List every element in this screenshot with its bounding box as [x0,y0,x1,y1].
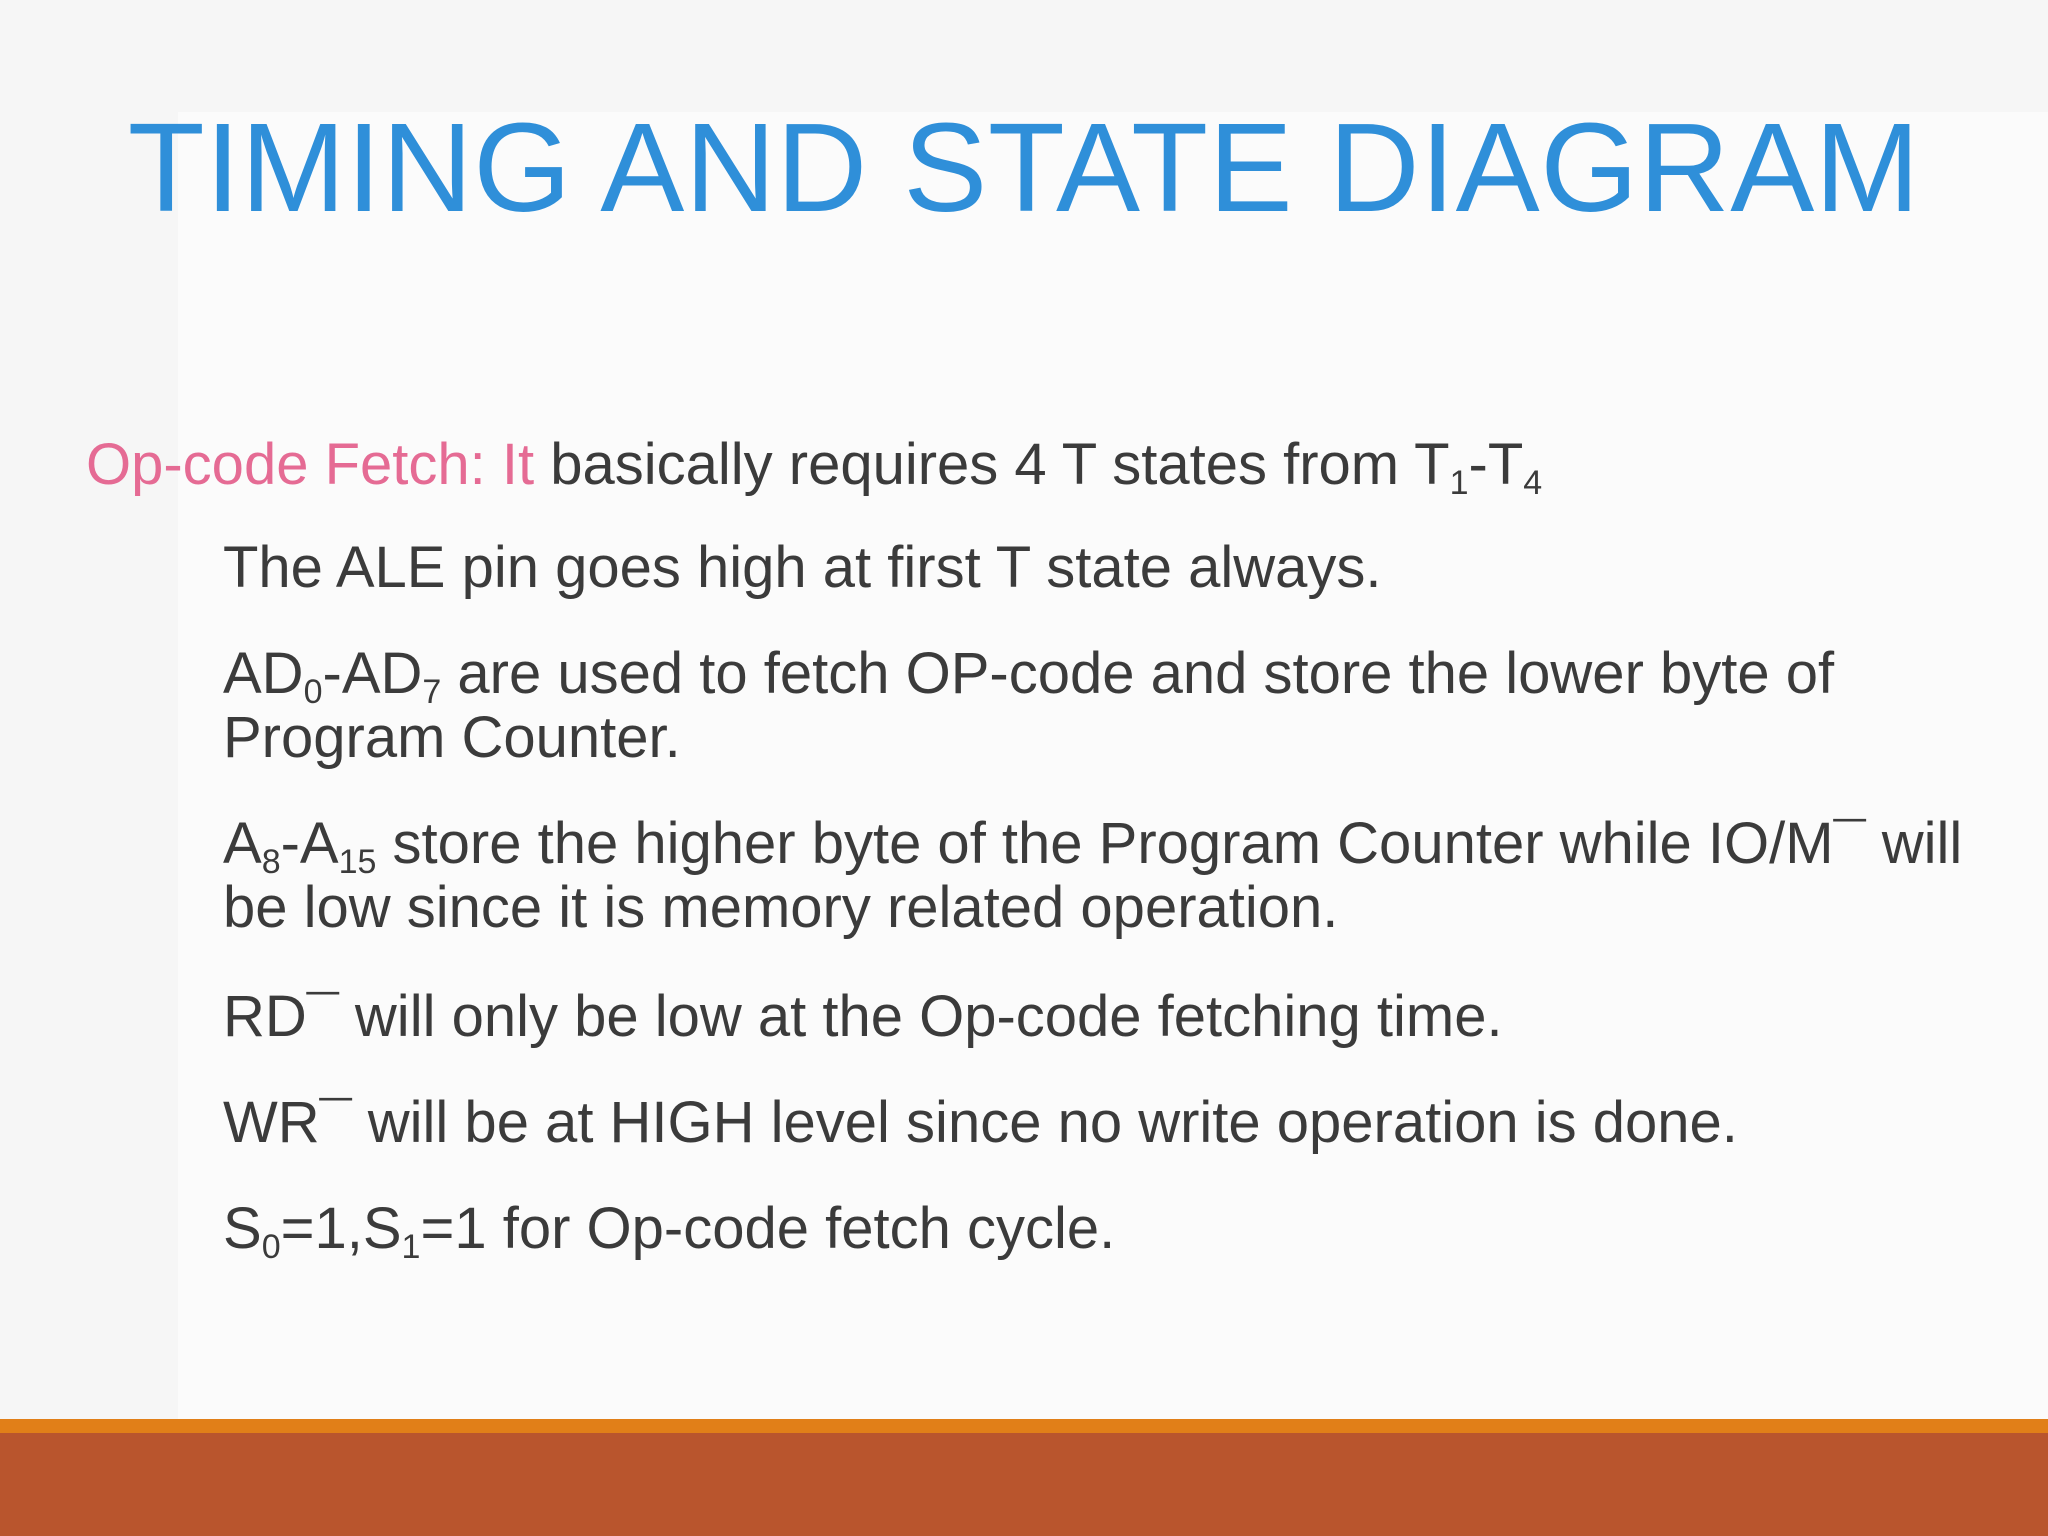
address-subscript-fifteen: 15 [338,842,377,881]
ad-description: are used to fetch OP-code and store the lower byte of Program Counter. [223,641,1835,770]
opcode-fetch-label: Op-code Fetch: It [86,432,535,497]
address-bullet [223,812,1983,940]
ad-bullet [223,642,1983,770]
ad-subscript-seven: 7 [422,672,442,711]
ad-prefix: AD [223,641,304,706]
ad-range-separator: -AD [322,641,423,706]
address-subscript-eight: 8 [261,842,281,881]
opcode-fetch-intro [86,430,1946,500]
wr-bullet: WR¯ will be at HIGH level since no write operation is done. [223,1090,1738,1155]
t-subscript-four: 4 [1523,463,1543,502]
status-description: =1 for Op-code fetch cycle. [420,1196,1116,1261]
footer-accent-line [0,1419,2048,1433]
opcode-fetch-text: basically requires 4 T states from T [534,432,1450,497]
status-subscript-one: 1 [401,1227,421,1266]
status-subscript-zero: 0 [261,1227,281,1266]
t-range-separator: -T [1468,432,1524,497]
status-bits-bullet [223,1196,1983,1266]
t-subscript-one: 1 [1449,463,1469,502]
status-prefix: S [223,1196,262,1261]
ale-bullet: The ALE pin goes high at first T state always. [223,535,1382,600]
rd-bullet: RD¯ will only be low at the Op-code fetching time. [223,984,1503,1049]
address-range-separator: -A [280,811,339,876]
slide-title: TIMING AND STATE DIAGRAM [127,97,1921,238]
address-description: store the higher byte of the Program Counter while IO/M¯ will be low since it is memory related operation. [223,811,1963,940]
address-prefix: A [223,811,262,876]
footer-bar [0,1433,2048,1536]
status-middle: =1,S [280,1196,402,1261]
ad-subscript-zero: 0 [303,672,323,711]
